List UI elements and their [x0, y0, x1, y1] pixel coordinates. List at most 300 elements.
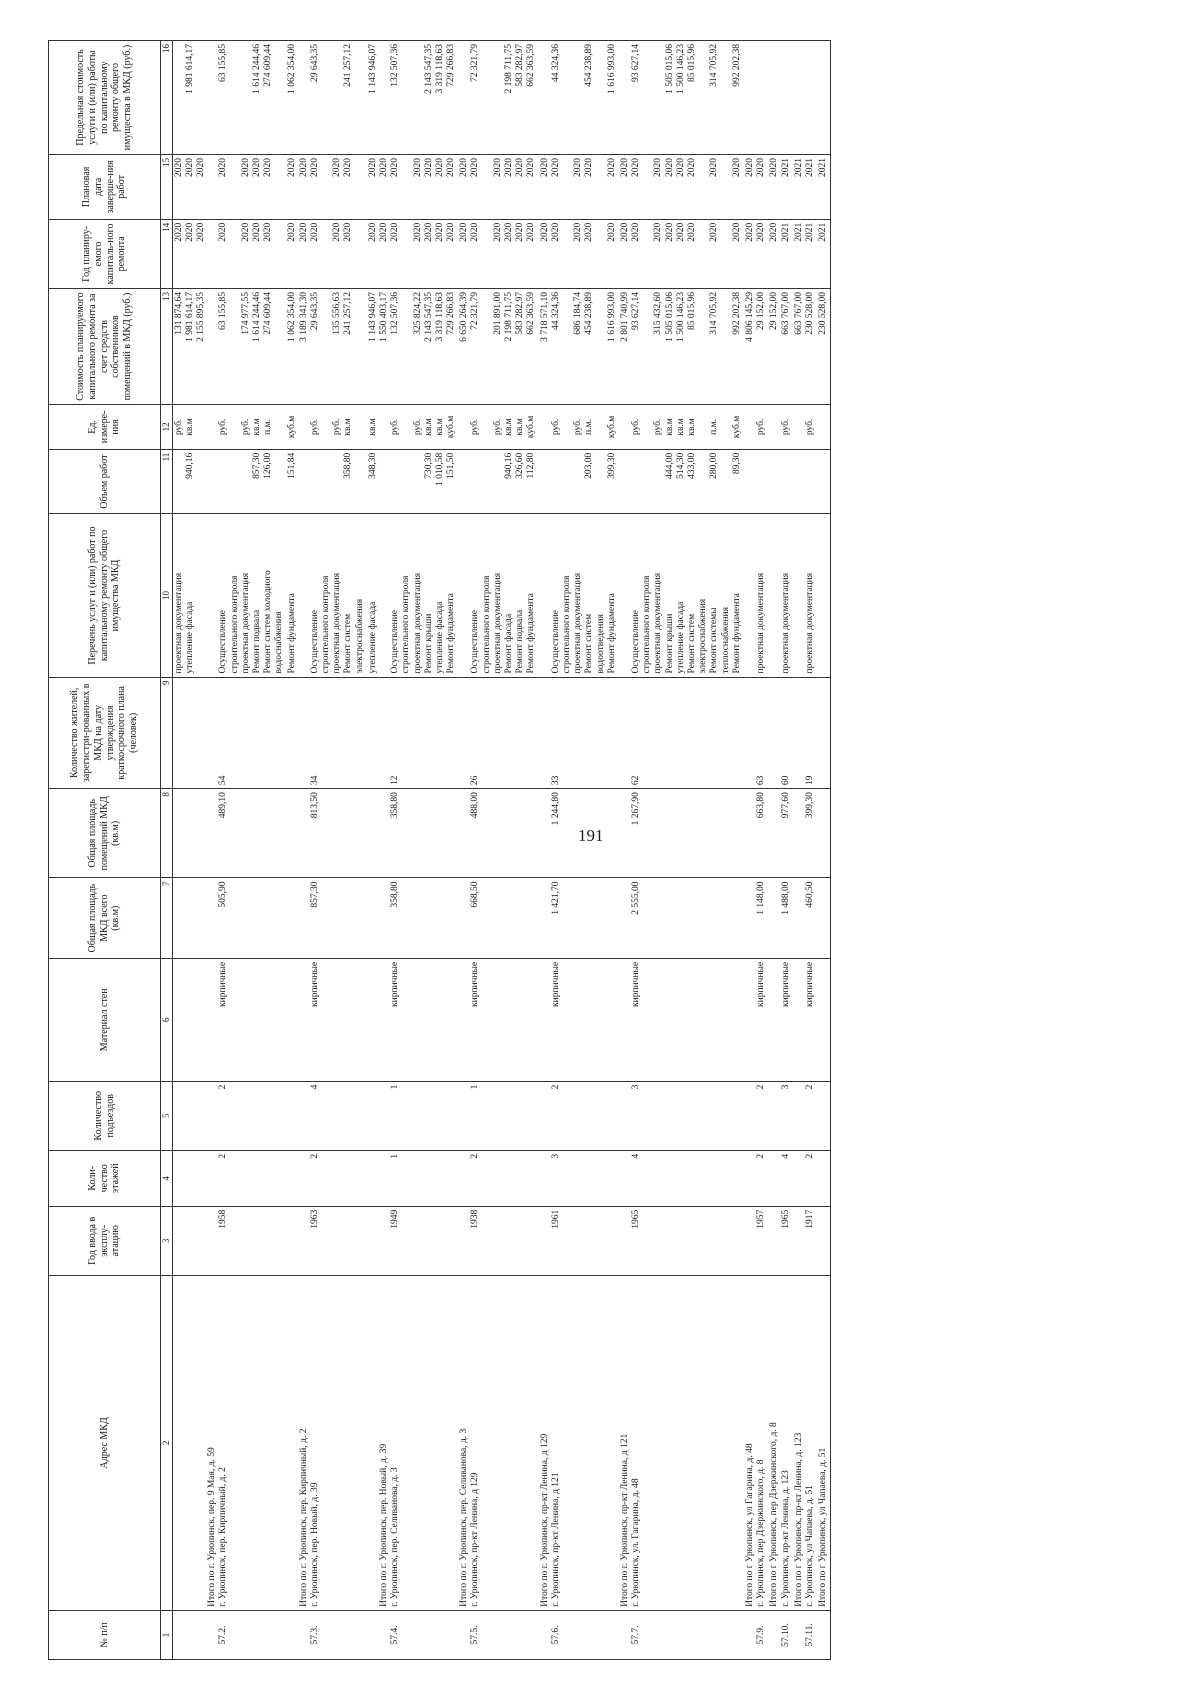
row-number [768, 1610, 792, 1659]
cell-line: 2020 [756, 158, 767, 178]
cell-line: 460,50 [804, 881, 815, 908]
cell-line: 1 981 614,17 [184, 291, 195, 342]
cell-line: 132 507,36 [390, 44, 401, 87]
unit-cell [817, 405, 831, 450]
cell-line [620, 408, 631, 446]
floors-cell [458, 1150, 538, 1206]
cost-cell [367, 288, 459, 404]
cell-line: руб. [653, 418, 664, 436]
rooms-area-cell [286, 789, 366, 878]
cell-line: 2020 [412, 222, 423, 242]
floors-cell [539, 1150, 619, 1206]
cell-line: 2020 [515, 158, 526, 178]
cell-line: 1 500 146,23 [675, 291, 686, 342]
cell-line: г. Урюпинск, пер. Кирпичный, д. 2 [218, 1467, 229, 1607]
cell-line [379, 44, 390, 151]
cell-line [562, 292, 573, 401]
cell-line [355, 158, 366, 216]
work-list-cell [458, 514, 538, 677]
cell-line: руб. [309, 418, 320, 436]
cell-line: 2020 [367, 222, 378, 242]
cell-line [355, 223, 366, 285]
volume-cell [744, 449, 768, 514]
cell-line [332, 44, 343, 151]
work-list-cell [619, 514, 744, 677]
volume-cell [539, 449, 619, 514]
cell-line: Итого по г Урюпинск, пер Дзержинского, д. 8 [769, 1422, 780, 1607]
cell-line [274, 223, 285, 285]
col-header: Объем работ [49, 449, 161, 514]
cell-line: 57.5. [470, 1625, 481, 1645]
cell-line: 2020 [240, 158, 251, 178]
plan-year-cell [286, 219, 366, 288]
cell-line: 230 528,00 [804, 291, 815, 335]
cell-line [620, 962, 631, 1078]
cell-line [299, 1210, 310, 1272]
cell-line [241, 453, 252, 511]
cell-line: куб.м [446, 415, 457, 439]
cell-line: кв.м [184, 418, 195, 436]
cell-line [401, 223, 412, 285]
cell-line: проектная документация [492, 572, 503, 674]
cell-line: 444,00 [664, 452, 675, 479]
cell-line: 2020 [731, 222, 742, 242]
cell-line: 662 363,59 [526, 291, 537, 335]
cell-line [482, 408, 493, 446]
unit-cell [367, 405, 459, 450]
repair-plan-table [48, 40, 831, 1660]
cell-line: 2020 [631, 222, 642, 242]
cell-line [207, 792, 218, 874]
cell-line: п.м. [709, 419, 720, 435]
cell-line: кирпичные [309, 961, 320, 1007]
cell-line: 2020 [504, 158, 515, 178]
col-header: Адрес МКД [49, 1275, 161, 1610]
cell-line: 151,84 [287, 452, 298, 479]
cell-line [185, 962, 196, 1078]
cell-line: строительного контроля [321, 575, 332, 674]
cell-line: 2020 [769, 158, 780, 178]
residents-cell [793, 677, 817, 789]
floors-cell [367, 1150, 459, 1206]
cell-line [185, 1279, 196, 1607]
cell-line [196, 518, 207, 674]
cell-line: 57.7. [631, 1625, 642, 1645]
wall-material-cell [793, 958, 817, 1081]
cell-line: руб. [412, 418, 423, 436]
cell-line [174, 44, 185, 151]
address-cell [286, 1275, 366, 1610]
cell-line: 1949 [390, 1209, 401, 1229]
cell-line [562, 223, 573, 285]
wall-material-cell [744, 958, 768, 1081]
cost-cell [744, 288, 768, 404]
cell-line [653, 44, 664, 151]
cell-line: 662 363,59 [526, 44, 537, 87]
cell-line: кв.м [675, 418, 686, 436]
cell-line: 454 238,89 [584, 44, 595, 87]
floors-cell [744, 1150, 768, 1206]
cell-line [299, 518, 310, 674]
cell-line [390, 453, 401, 511]
cell-line [230, 292, 241, 401]
cell-line [642, 408, 653, 446]
floors-cell [817, 1150, 831, 1206]
cell-line [368, 1614, 379, 1656]
cell-line: 326,60 [515, 452, 526, 479]
cell-line: Осуществление [309, 609, 320, 674]
cell-line [196, 408, 207, 446]
floors-cell [286, 1150, 366, 1206]
cell-line [745, 453, 756, 511]
cell-line [818, 1210, 829, 1272]
cell-line: г. Урюпинск, ул. Гагарина, д. 48 [631, 1478, 642, 1607]
cell-line: 1 143 946,07 [367, 44, 378, 94]
work-list-cell [768, 514, 792, 677]
cell-line: 1 616 993,00 [606, 291, 617, 342]
cell-line: кирпичные [218, 961, 229, 1007]
cell-line [196, 1085, 207, 1147]
cell-line: 2020 [434, 158, 445, 178]
cell-line: 1 267,90 [631, 792, 642, 826]
cell-line [805, 453, 816, 511]
cell-line [413, 44, 424, 151]
cell-line: 2021 [780, 158, 791, 178]
cell-line [562, 44, 573, 151]
cell-line: 57.6. [550, 1625, 561, 1645]
cell-line [540, 881, 551, 954]
wall-material-cell [817, 958, 831, 1081]
cell-line [769, 1614, 780, 1656]
col-number: 1 [161, 1610, 173, 1659]
cell-line [794, 1210, 805, 1272]
cell-line: 1958 [218, 1209, 229, 1229]
residents-cell [744, 677, 768, 789]
cell-line: 2020 [173, 158, 184, 178]
cell-line [379, 962, 390, 1078]
cell-line: 2 143 547,35 [423, 291, 434, 342]
cell-line [721, 223, 732, 285]
cell-line: 2020 [332, 222, 343, 242]
cell-line [459, 44, 470, 151]
cell-line [745, 408, 756, 446]
cell-line [470, 453, 481, 511]
col-header: Плановая дата заверше-ния работ [49, 155, 161, 220]
total-area-cell [817, 878, 831, 958]
cell-line: 2 [804, 1084, 815, 1090]
cell-line [818, 408, 829, 446]
limit-cost-cell [817, 41, 831, 155]
cell-line [562, 453, 573, 511]
cell-line: 583 282,97 [515, 44, 526, 87]
col-number: 10 [161, 514, 173, 677]
address-cell [744, 1275, 768, 1610]
cell-line [185, 792, 196, 874]
year-cell [458, 1206, 538, 1275]
cell-line: теплоснабжения [720, 607, 731, 674]
cell-line: 2020 [412, 158, 423, 178]
cell-line [368, 1279, 379, 1607]
col-header: Коли-чество этажей [49, 1150, 161, 1206]
cell-line: 230 528,00 [818, 291, 829, 335]
cell-line: Ремонт фундамента [731, 593, 742, 674]
cell-line: 2020 [263, 222, 274, 242]
cell-line: 3 [780, 1084, 791, 1090]
cell-line [596, 44, 607, 151]
cell-line: Осуществление [390, 609, 401, 674]
cell-line [721, 453, 732, 511]
cell-line [745, 1085, 756, 1147]
cell-line: 2020 [251, 158, 262, 178]
total-area-cell [458, 878, 538, 958]
plan-year-cell [793, 219, 817, 288]
cell-line [287, 1614, 298, 1656]
cell-line: 358,80 [390, 881, 401, 908]
cell-line: 2021 [780, 222, 791, 242]
cell-line: 280,00 [709, 452, 720, 479]
cell-line: 2020 [744, 222, 755, 242]
unit-cell [793, 405, 817, 450]
cell-line: 2020 [653, 158, 664, 178]
cell-line [745, 792, 756, 874]
volume-cell [458, 449, 538, 514]
cell-line: 274 609,44 [263, 44, 274, 87]
col-header: Предельная стоимость услуги и (или) работы по капитальному ремонту общего имущества в МКД (руб.) [49, 41, 161, 155]
cell-line: 2 801 740,99 [619, 291, 630, 342]
cell-line [299, 44, 310, 151]
cell-line: 1957 [756, 1209, 767, 1229]
cost-cell [619, 288, 744, 404]
cell-line [540, 1085, 551, 1147]
cell-line: Ремонт систем холодного [263, 570, 274, 674]
cell-line: руб. [804, 418, 815, 436]
cell-line [769, 681, 780, 786]
cell-line: 4 806 145,29 [744, 291, 755, 342]
col-number: 14 [161, 219, 173, 288]
col-number: 2 [161, 1275, 173, 1610]
row-number [817, 1610, 831, 1659]
entrances-cell [817, 1081, 831, 1150]
cell-line [482, 158, 493, 216]
cell-line [196, 1614, 207, 1656]
cell-line: 2020 [731, 158, 742, 178]
cell-line: руб. [780, 418, 791, 436]
cell-line: 399,30 [606, 452, 617, 479]
cell-line [459, 1614, 470, 1656]
cell-line: 44 324,36 [550, 44, 561, 82]
cell-line [299, 408, 310, 446]
table-row [619, 41, 744, 1660]
cell-line [745, 1210, 756, 1272]
cell-line [321, 223, 332, 285]
cell-line [459, 1210, 470, 1272]
cost-cell [286, 288, 366, 404]
cell-line: 729 266,83 [446, 44, 457, 87]
cell-line [642, 44, 653, 151]
cell-line: Итого по г. Урюпинск, пер. Кирпичный, д. 2 [298, 1428, 309, 1607]
unit-cell [458, 405, 538, 450]
cell-line: 2020 [709, 158, 720, 178]
cell-line [818, 44, 829, 151]
cell-line: г. Урюпинск, пер Дзержинского, д. 8 [756, 1459, 767, 1607]
cell-line: Ремонт фундамента [526, 593, 537, 674]
total-area-cell [539, 878, 619, 958]
rooms-area-cell [817, 789, 831, 878]
end-date-cell [619, 155, 744, 220]
cell-line: 2020 [550, 222, 561, 242]
cell-line: Итого по г. Урюпинск, пр-кт Ленина, д 121 [619, 1433, 630, 1607]
cell-line: проектная документация [780, 572, 791, 674]
cell-line: водоснабжения [274, 611, 285, 674]
cell-line: 2021 [818, 222, 829, 242]
cell-line: 2020 [526, 222, 537, 242]
entrances-cell [619, 1081, 744, 1150]
cell-line: 62 [631, 775, 642, 786]
cell-line [573, 44, 584, 151]
cell-line: 29 152,00 [769, 291, 780, 330]
cell-line: 2 [470, 1153, 481, 1159]
cell-line [794, 1614, 805, 1656]
cell-line [299, 1154, 310, 1203]
cell-line [174, 792, 185, 874]
cell-line [653, 453, 664, 511]
plan-year-cell [539, 219, 619, 288]
cell-line [287, 881, 298, 954]
cell-line: 1 505 015,06 [664, 44, 675, 94]
cell-line: 2020 [309, 158, 320, 178]
cell-line [540, 1154, 551, 1203]
cell-line [185, 681, 196, 786]
cell-line: г. Урюпинск, пер. Селиванова, д. 3 [390, 1467, 401, 1607]
page-number: 191 [578, 826, 604, 845]
cell-line [818, 681, 829, 786]
cell-line: Ремонт подвала [515, 609, 526, 674]
cell-line: куб.м [606, 415, 617, 439]
cell-line [745, 1614, 756, 1656]
cell-line: 1938 [470, 1209, 481, 1229]
cell-line [482, 453, 493, 511]
cell-line: 348,30 [367, 452, 378, 479]
cell-line [207, 881, 218, 954]
total-area-cell [768, 878, 792, 958]
cell-line: 2020 [470, 158, 481, 178]
col-header: Количество подъездов [49, 1081, 161, 1150]
cell-line [196, 453, 207, 511]
cell-line: 1 148,00 [756, 881, 767, 915]
cell-line [596, 158, 607, 216]
cell-line: 315 432,60 [653, 291, 664, 335]
cell-line [174, 881, 185, 954]
cell-line [631, 453, 642, 511]
cell-line: 2020 [298, 158, 309, 178]
cell-line: 2020 [675, 222, 686, 242]
residents-cell [458, 677, 538, 789]
cell-line [401, 158, 412, 216]
cell-line: 668,50 [470, 881, 481, 908]
cell-line [573, 453, 584, 511]
cell-line [207, 453, 218, 511]
plan-year-cell [817, 219, 831, 288]
cell-line: проектная документация [653, 572, 664, 674]
cell-line [274, 408, 285, 446]
cell-line: 2020 [378, 158, 389, 178]
cell-line: проектная документация [332, 572, 343, 674]
cell-line: руб. [332, 418, 343, 436]
year-cell [793, 1206, 817, 1275]
cell-line: 2020 [184, 158, 195, 178]
total-area-cell [172, 878, 286, 958]
table-row [286, 41, 366, 1660]
cell-line: руб. [631, 418, 642, 436]
cell-line [379, 681, 390, 786]
cell-line: 2020 [675, 158, 686, 178]
cell-line [207, 518, 218, 674]
cell-line [769, 44, 780, 151]
cell-line [818, 881, 829, 954]
cell-line: 1 143 946,07 [367, 291, 378, 342]
cell-line: 1 [390, 1084, 401, 1090]
cell-line [401, 44, 412, 151]
cell-line: куб.м [731, 415, 742, 439]
cell-line: 57.10. [780, 1623, 791, 1647]
limit-cost-cell [768, 41, 792, 155]
cell-line: Ремонт систем [343, 613, 354, 674]
cell-line [274, 158, 285, 216]
year-cell [172, 1206, 286, 1275]
total-area-cell [286, 878, 366, 958]
volume-cell [793, 449, 817, 514]
col-number: 8 [161, 789, 173, 878]
limit-cost-cell [539, 41, 619, 155]
cell-line [207, 962, 218, 1078]
cell-line [769, 518, 780, 674]
cell-line: 505,90 [218, 881, 229, 908]
col-header: Количество жителей, зарегистри-рованных в МКД на дату утверждения краткосрочного плана (человек) [49, 677, 161, 789]
cell-line [207, 1154, 218, 1203]
cell-line [482, 292, 493, 401]
cell-line: 2020 [470, 222, 481, 242]
cell-line: 1 062 354,00 [287, 44, 298, 94]
cell-line [207, 44, 218, 151]
volume-cell [619, 449, 744, 514]
cell-line: 992 202,38 [731, 291, 742, 335]
cell-line: 57.4. [390, 1625, 401, 1645]
cell-line: утепление фасада [184, 601, 195, 674]
cell-line [401, 453, 412, 511]
cell-line [321, 158, 332, 216]
cell-line [174, 1210, 185, 1272]
cell-line: 131 874,64 [173, 291, 184, 335]
row-number [367, 1610, 459, 1659]
table-row [367, 41, 459, 1660]
cell-line [596, 408, 607, 446]
cell-line [540, 1210, 551, 1272]
cell-line [274, 453, 285, 511]
cell-line [459, 792, 470, 874]
cell-line: 1 488,00 [780, 881, 791, 915]
unit-cell [286, 405, 366, 450]
end-date-cell [539, 155, 619, 220]
cell-line: 2020 [459, 158, 470, 178]
cell-line: 2020 [744, 158, 755, 178]
cell-line: 2020 [619, 158, 630, 178]
rooms-area-cell [539, 789, 619, 878]
cell-line [745, 1154, 756, 1203]
cell-line: 29 152,00 [756, 291, 767, 330]
cell-line: 2020 [619, 222, 630, 242]
cell-line [379, 1614, 390, 1656]
cell-line: 314 705,92 [709, 291, 720, 335]
